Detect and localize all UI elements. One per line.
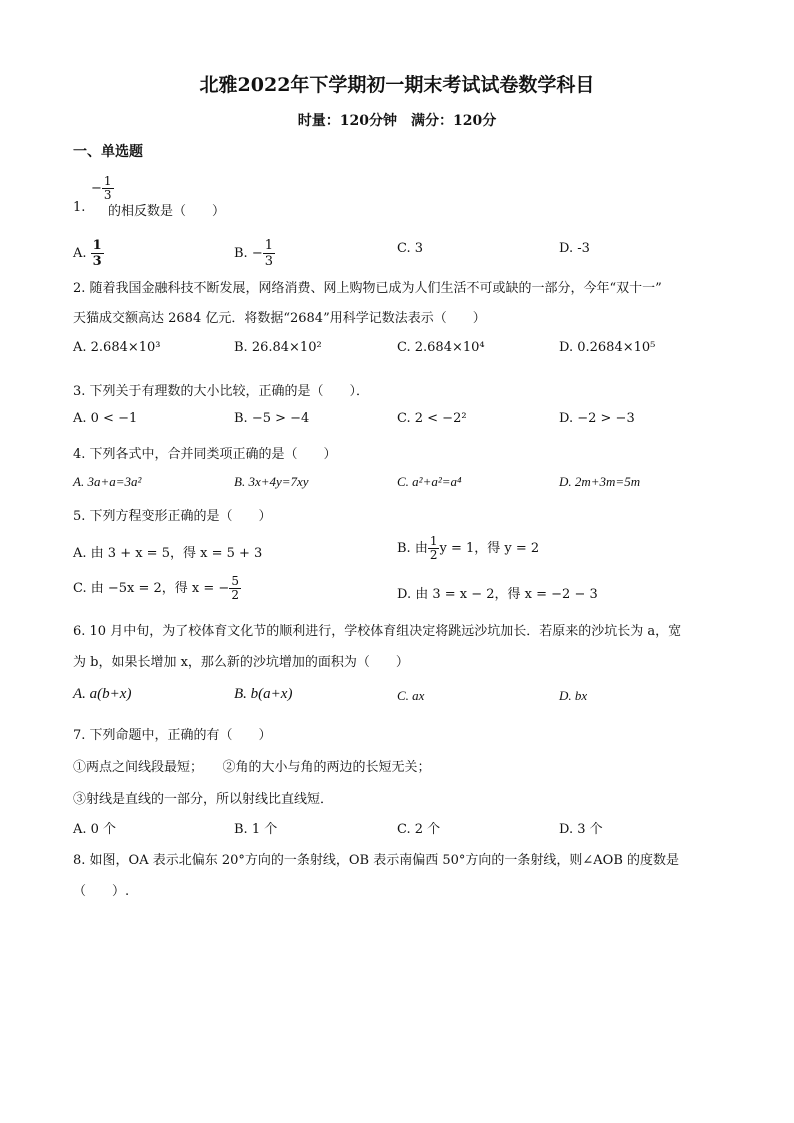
- fraction: [229, 575, 241, 602]
- denominator: 3: [92, 254, 102, 269]
- option-label: B.: [234, 246, 248, 261]
- q8-text-line1: 8. 如图，OA 表示北偏东 20°方向的一条射线，OB 表示南偏西 50°方向的一条射线，则∠AOB 的度数是: [73, 853, 680, 868]
- q1-option-d: D. -3: [559, 241, 590, 256]
- q6-option-a: A. a(b+x): [73, 686, 132, 702]
- exam-info: 时量：120分钟 满分：120分: [297, 113, 497, 129]
- q2-option-a: A. 2.684×10³: [73, 340, 161, 355]
- q1-option-b: [234, 238, 275, 269]
- q7-option-b: B. 1 个: [234, 822, 278, 837]
- q7-option-d: D. 3 个: [559, 822, 603, 837]
- q6-option-b: B. b(a+x): [234, 686, 293, 702]
- denominator: 3: [103, 188, 112, 202]
- q3-option-d: D. −2 > −3: [559, 411, 635, 426]
- option-suffix: y = 1，得 y = 2: [439, 541, 540, 556]
- q5-option-c: [73, 575, 241, 602]
- option-prefix: B. 由: [397, 541, 428, 556]
- q3-option-c: C. 2 < −2²: [397, 411, 467, 426]
- q1-text: 的相反数是（ ）: [108, 204, 226, 219]
- section-heading: 一、单选题: [73, 144, 143, 160]
- denominator: 3: [264, 254, 274, 269]
- q4-option-b: B. 3x+4y=7xy: [234, 474, 309, 489]
- q2-option-b: B. 26.84×10²: [234, 340, 322, 355]
- fraction: [428, 535, 440, 562]
- q6-option-c: C. ax: [397, 688, 425, 703]
- q1-fraction: [91, 175, 114, 202]
- q1-option-c: C. 3: [397, 241, 424, 256]
- q6-text-line1: 6. 10 月中旬，为了校体育文化节的顺利进行，学校体育组决定将跳远沙坑加长．若原来的沙坑长为 a，宽: [73, 624, 682, 639]
- option-label: A.: [73, 246, 87, 261]
- denominator: 2: [231, 588, 239, 602]
- q5-text: 5. 下列方程变形正确的是（ ）: [73, 509, 272, 524]
- q2-option-d: D. 0.2684×10⁵: [559, 340, 656, 355]
- option-prefix: C. 由 −5x = 2，得 x = −: [73, 581, 230, 596]
- q4-option-c: C. a²+a²=a⁴: [397, 474, 462, 489]
- q4-option-a: A. 3a+a=3a²: [73, 474, 142, 489]
- q7-option-c: C. 2 个: [397, 822, 441, 837]
- numerator: 1: [429, 534, 438, 548]
- q7-statements-2: ③射线是直线的一部分，所以射线比直线短．: [73, 792, 334, 807]
- fraction: [91, 238, 104, 269]
- q5-option-d: D. 由 3 = x − 2，得 x = −2 − 3: [397, 587, 598, 602]
- q3-option-a: A. 0 < −1: [73, 411, 138, 426]
- q5-option-b: [397, 535, 539, 562]
- minus-sign: −: [251, 246, 263, 261]
- q4-option-d: D. 2m+3m=5m: [559, 474, 641, 489]
- q2-text-line1: 2. 随着我国金融科技不断发展，网络消费、网上购物已成为人们生活不可或缺的一部分，今年“双十一”: [73, 281, 662, 296]
- minus-sign: −: [91, 181, 102, 196]
- numerator: 1: [264, 238, 274, 253]
- q2-option-c: C. 2.684×10⁴: [397, 340, 485, 355]
- page-title: 北雅2022年下学期初一期末考试试卷数学科目: [199, 74, 595, 96]
- q7-text: 7. 下列命题中，正确的有（ ）: [73, 728, 272, 743]
- denominator: 2: [429, 548, 438, 562]
- q1-option-a: [73, 238, 104, 269]
- q6-text-line2: 为 b，如果长增加 x，那么新的沙坑增加的面积为（ ）: [73, 655, 409, 670]
- q7-statements-1: ①两点之间线段最短； ②角的大小与角的两边的长短无关；: [73, 760, 431, 775]
- q6-option-d: D. bx: [559, 688, 588, 703]
- numerator: 1: [92, 238, 102, 253]
- q5-option-a: A. 由 3 + x = 5，得 x = 5 + 3: [73, 546, 263, 561]
- q4-text: 4. 下列各式中，合并同类项正确的是（ ）: [73, 447, 337, 462]
- q3-text: 3. 下列关于有理数的大小比较，正确的是（ ）．: [73, 384, 370, 399]
- fraction: [263, 238, 275, 269]
- q8-text-line2: （ ）.: [73, 884, 130, 899]
- q1-number: 1.: [73, 200, 86, 215]
- numerator: 5: [231, 574, 239, 588]
- numerator: 1: [103, 174, 112, 188]
- q2-text-line2: 天猫成交额高达 2684 亿元．将数据“2684”用科学记数法表示（ ）: [73, 311, 486, 326]
- q3-option-b: B. −5 > −4: [234, 411, 310, 426]
- fraction: [102, 175, 114, 202]
- q7-option-a: A. 0 个: [73, 822, 117, 837]
